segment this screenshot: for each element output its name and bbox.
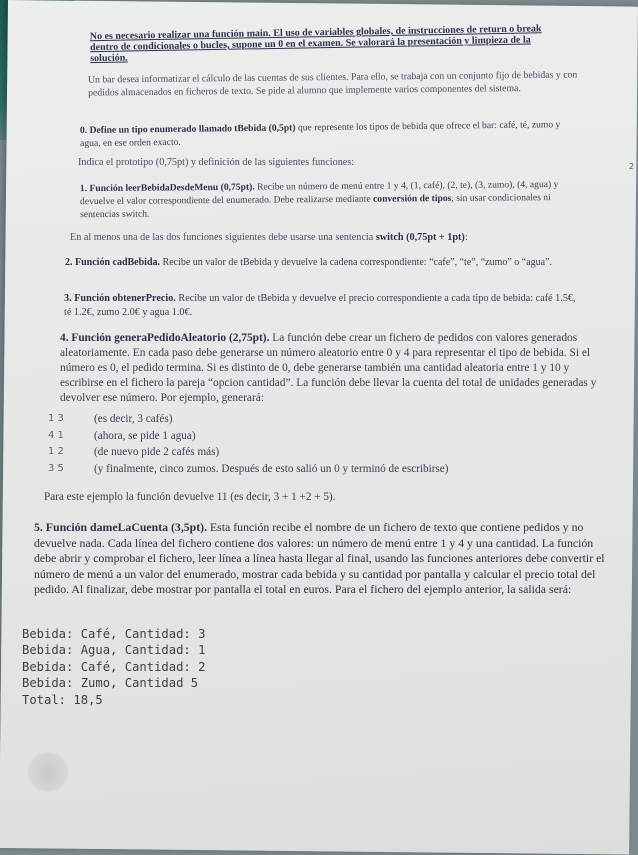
switch-requirement-text: En al menos una de las dos funciones siguientes debe usarse una sentencia [70,232,376,243]
example-row [48,428,448,445]
question-0 [80,118,580,150]
question-1 [80,178,580,221]
question-3-title: 3. Función obtenerPrecio. [64,293,176,304]
example-numbers: 1 2 [48,446,64,457]
margin-mark: 2 [628,162,634,171]
example-numbers: 3 5 [48,462,64,474]
example-description: (es decir, 3 cafés) [94,413,173,425]
question-4 [60,331,600,406]
example-row [48,461,448,478]
expected-output [22,626,205,708]
example-description: (ahora, se pide 1 agua) [94,429,196,442]
question-0-text: que represente los tipos de bebida que ofrece el bar: café, té, zumo y agua, en ese orden exacto. [80,119,561,150]
question-2-text: Recibe un valor de tBebida y devuelve la cadena correspondiente: “cafe”, “te”, “zumo” o “agua”. [160,257,553,268]
paper-smudge [28,752,68,792]
output-line: Bebida: Zumo, Cantidad 5 [22,676,199,691]
example-numbers: 4 1 [48,429,64,441]
example-row [48,411,448,428]
switch-requirement [70,231,580,245]
exam-warning: No es necesario realizar una función main. El uso de variables globales, de instrucciones de return o break dentro de condicionales o bucles, supone un 0 en el examen. Se valorará la presentación y limpieza de la solución. [89,23,542,65]
intro-paragraph: Un bar desea informatizar el cálculo de las cuentas de sus clientes. Para ello, se trabaja con un conjunto fijo de bebidas y con pedidos almacenados en ficheros de texto. Se pide al alumno que implemente varios componentes del sistema. [87,69,578,99]
example-numbers: 1 3 [48,413,64,424]
example-description: (y finalmente, cinco zumos. Después de esto salió un 0 y terminó de escribirse) [94,462,449,475]
output-line: Bebida: Agua, Cantidad: 1 [22,643,206,658]
output-total: Total: 18,5 [22,692,103,707]
question-3-text: Recibe un valor de tBebida y devuelve el precio correspondiente a cada tipo de bebida: café 1.5€, té 1.2€, zumo 2.0€ y agua 1.0€. [64,293,576,318]
question-1-title: 1. Función leerBebidaDesdeMenu (0,75pt). [79,181,255,195]
switch-requirement-bold: switch (0,75pt + 1pt) [375,232,465,243]
switch-requirement-end: : [464,232,468,243]
question-0-title: 0. Define un tipo enumerado llamado tBebida (0,5pt) [79,122,296,137]
output-line: Bebida: Café, Cantidad: 3 [22,627,206,641]
example-description: (de nuevo pide 2 cafés más) [94,446,220,458]
question-5-text: Esta función recibe el nombre de un fichero de texto que contiene pedidos y no devuelve nada. Cada línea del fichero contiene dos valores: un número de menú entre 1 y 4 y una cantidad. La función debe abrir y comprobar el fichero, leer línea a línea hasta llegar al final, usando las funciones anteriores debe convertir el número de menú a un valor del enumerado, mostrar cada bebida y su cantidad por pantalla y calcular el precio total del pedido. Al finalizar, debe mostrar por pantalla el total en euros. Para el fichero del ejemplo anterior, la salida será: [34,520,605,597]
question-1-bold: conversión de tipos [372,192,452,205]
example-list [48,411,448,477]
question-5 [34,520,614,598]
output-line: Bebida: Café, Cantidad: 2 [22,659,206,674]
question-1-text: Recibe un número de menú entre 1 y 4, (1, café), (2, te), (3, zumo), (4, agua) y devuelve el valor correspondiente del enumerado. Debe realizarse mediante [79,179,559,208]
question-3 [64,292,584,319]
question-2 [65,256,575,270]
question-2-title: 2. Función cadBebida. [65,257,161,268]
question-1-text-end: , sin usar condicionales ni sentencias switch. [80,192,551,221]
example-summary: Para este ejemplo la función devuelve 11 (es decir, 3 + 1 +2 + 5). [44,491,336,503]
prototype-prompt: Indica el prototipo (0,75pt) y definición de las siguientes funciones: [78,157,355,168]
question-5-title: 5. Función dameLaCuenta (3,5pt). [34,520,208,534]
question-4-title: 4. Función generaPedidoAleatorio (2,75pt). [60,332,270,344]
question-4-text: La función debe crear un fichero de pedidos con valores generados aleatoriamente. En cada paso debe generarse un número aleatorio entre 0 y 4 para representar el tipo de bebida. Si el número es 0, el pedido termina. Si es distinto de 0, debe generarse también una cantidad aleatoria entre 1 y 10 y escribirse en el fichero la pareja “opcion cantidad”. La función debe llevar la cuenta del total de unidades generadas y devolver ese número. Por ejemplo, generará: [60,332,597,404]
example-row [48,444,448,461]
